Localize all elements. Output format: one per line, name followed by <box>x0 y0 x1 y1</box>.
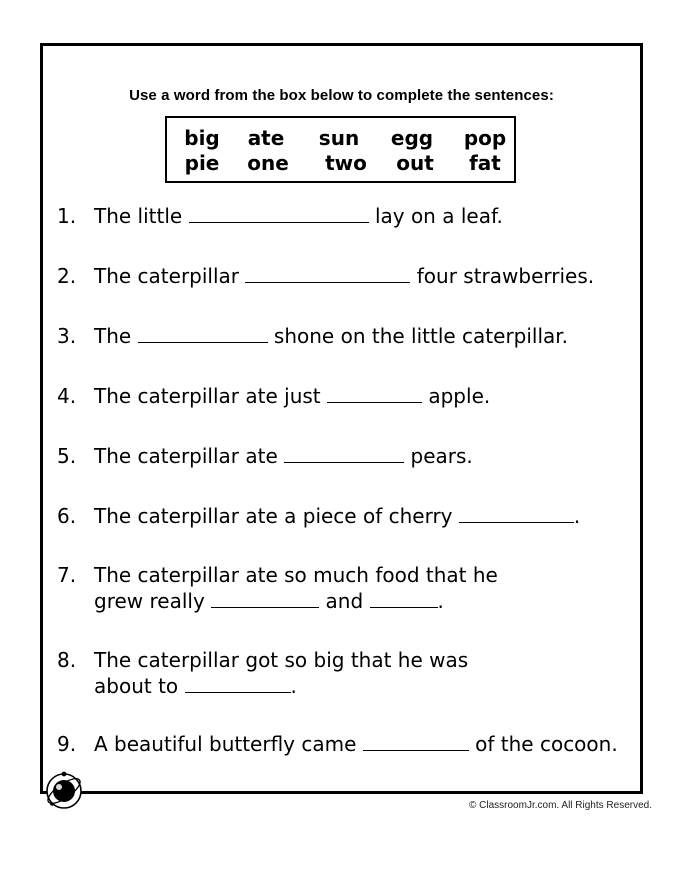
sentence-text-after: apple. <box>428 384 491 408</box>
sentence-text: The caterpillar got so big that he was <box>94 648 469 672</box>
sentence-text-after: four strawberries. <box>416 264 595 288</box>
answer-blank[interactable] <box>370 588 438 608</box>
sentence-text-before: The caterpillar ate just <box>94 384 321 408</box>
sentence-text-middle: and <box>325 589 364 613</box>
sentence-text-after: pears. <box>410 444 473 468</box>
sentence-4 <box>57 383 490 409</box>
answer-blank[interactable] <box>284 443 404 463</box>
sentence-text: The caterpillar ate so much food that he <box>94 563 498 587</box>
word-out: out <box>396 151 434 175</box>
sentence-number: 2. <box>57 264 77 288</box>
sentence-text-before: A beautiful butterfly came <box>94 732 357 756</box>
sentence-text-after: . <box>573 504 581 528</box>
sentence-number: 8. <box>57 648 77 672</box>
sentence-7 <box>57 563 498 614</box>
answer-blank[interactable] <box>189 203 369 223</box>
sentence-line-1 <box>57 648 468 673</box>
sentence-text-after: . <box>437 589 444 613</box>
sentence-number: 7. <box>57 563 77 587</box>
word-fat: fat <box>469 151 501 175</box>
answer-blank[interactable] <box>327 383 422 403</box>
sentence-number: 6. <box>57 504 77 528</box>
answer-blank[interactable] <box>363 731 469 751</box>
answer-blank[interactable] <box>138 323 268 343</box>
sentence-number: 3. <box>57 324 77 348</box>
sentence-2 <box>57 263 594 289</box>
sentence-text-before: grew really <box>94 589 205 613</box>
sentence-text-after: shone on the little caterpillar. <box>273 324 569 348</box>
word-pie: pie <box>184 151 220 175</box>
sentence-number: 4. <box>57 384 77 408</box>
sentence-text-before: The caterpillar ate <box>94 444 278 468</box>
sentence-line-1 <box>57 563 498 588</box>
classroomjr-logo-icon <box>44 771 84 811</box>
word-sun: sun <box>318 126 360 150</box>
answer-blank[interactable] <box>185 673 291 693</box>
sentence-number: 1. <box>57 204 77 228</box>
sentence-text-before: The caterpillar <box>94 264 240 288</box>
copyright-notice: © ClassroomJr.com. All Rights Reserved. <box>469 800 652 811</box>
word-ate: ate <box>247 126 285 150</box>
word-two: two <box>325 151 367 175</box>
sentence-number: 9. <box>57 732 77 756</box>
sentence-5 <box>57 443 473 469</box>
instructions-heading: Use a word from the box below to complete the sentences: <box>129 87 554 104</box>
sentence-line-2 <box>94 588 498 614</box>
answer-blank[interactable] <box>211 588 319 608</box>
sentence-9 <box>57 731 618 757</box>
sentence-3 <box>57 323 568 349</box>
sentence-text-before: The caterpillar ate a piece of cherry <box>94 504 453 528</box>
sentence-8 <box>57 648 468 699</box>
answer-blank[interactable] <box>245 263 410 283</box>
word-egg: egg <box>390 126 434 150</box>
sentence-6 <box>57 503 580 529</box>
answer-blank[interactable] <box>459 503 574 523</box>
sentence-line-2 <box>94 673 468 699</box>
sentence-text-before: about to <box>94 674 179 698</box>
sentence-text-before: The little <box>94 204 183 228</box>
word-pop: pop <box>463 126 507 150</box>
sentence-text-after: lay on a leaf. <box>374 204 503 228</box>
sentence-1 <box>57 203 503 229</box>
word-big: big <box>184 126 220 150</box>
sentence-text-before: The <box>94 324 132 348</box>
word-one: one <box>247 151 289 175</box>
sentence-number: 5. <box>57 444 77 468</box>
sentence-text-after: of the cocoon. <box>475 732 618 756</box>
sentence-text-after: . <box>290 674 297 698</box>
word-box <box>165 116 516 183</box>
